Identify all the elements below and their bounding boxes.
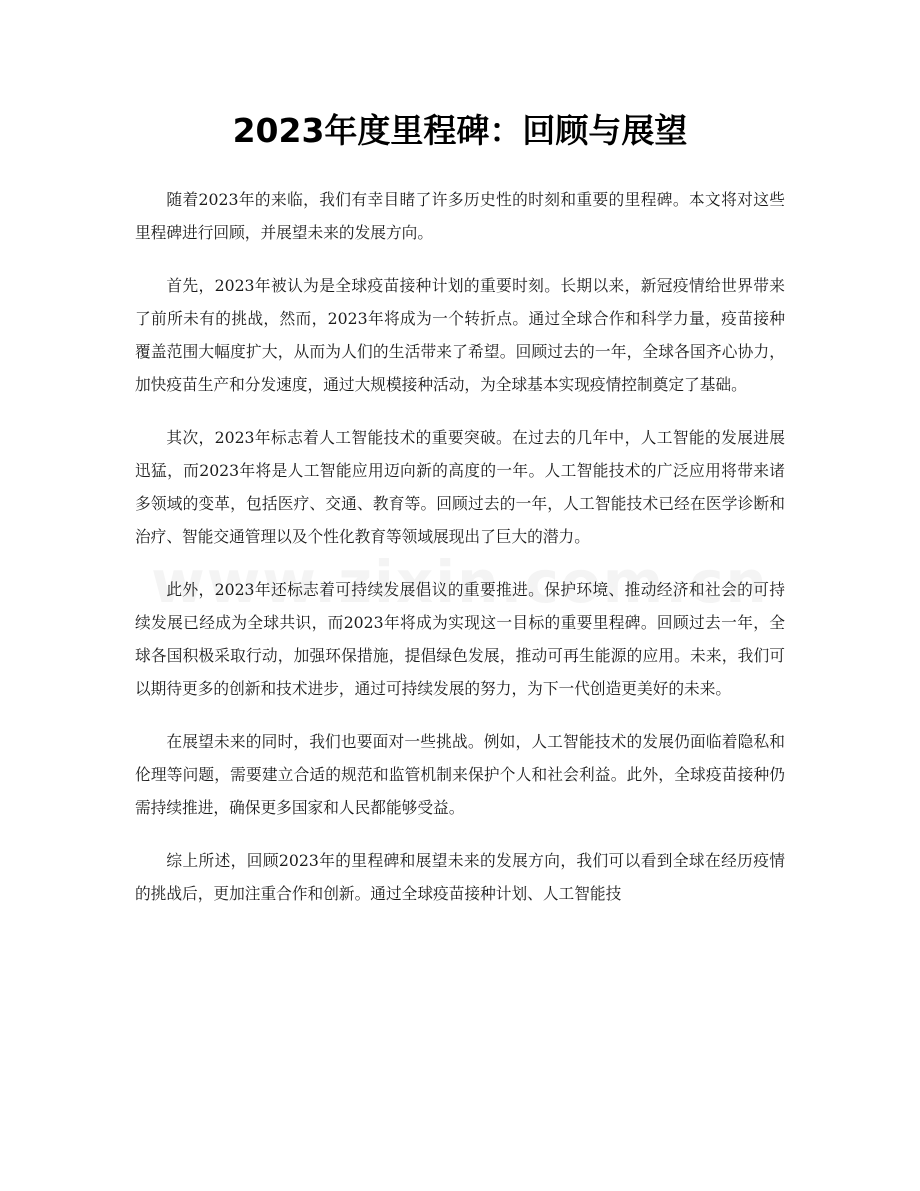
paragraph-intro: 随着2023年的来临，我们有幸目睹了许多历史性的时刻和重要的里程碑。本文将对这些里程碑进行回顾，并展望未来的发展方向。 bbox=[135, 190, 785, 242]
paragraph-ai: 其次，2023年标志着人工智能技术的重要突破。在过去的几年中，人工智能的发展进展迅猛，而2023年将是人工智能应用迈向新的高度的一年。人工智能技术的广泛应用将带来诸多领域的变革，包括医疗、交通、教育等。回顾过去的一年，人工智能技术已经在医学诊断和治疗、智能交通管理以及个性化教育等领域展现出了巨大的潜力。 bbox=[135, 428, 785, 546]
document-body bbox=[135, 183, 785, 930]
paragraph-challenges: 在展望未来的同时，我们也要面对一些挑战。例如，人工智能技术的发展仍面临着隐私和伦理等问题，需要建立合适的规范和监管机制来保护个人和社会利益。此外，全球疫苗接种仍需持续推进，确保更多国家和人民都能够受益。 bbox=[135, 732, 785, 817]
paragraph-summary: 综上所述，回顾2023年的里程碑和展望未来的发展方向，我们可以看到全球在经历疫情的挑战后，更加注重合作和创新。通过全球疫苗接种计划、人工智能技 bbox=[135, 851, 785, 903]
paragraph-sustainability: 此外，2023年还标志着可持续发展倡议的重要推进。保护环境、推动经济和社会的可持续发展已经成为全球共识，而2023年将成为实现这一目标的重要里程碑。回顾过去一年，全球各国积极采取行动，加强环保措施，提倡绿色发展，推动可再生能源的应用。未来，我们可以期待更多的创新和技术进步，通过可持续发展的努力，为下一代创造更美好的未来。 bbox=[135, 580, 785, 698]
paragraph-vaccine: 首先，2023年被认为是全球疫苗接种计划的重要时刻。长期以来，新冠疫情给世界带来了前所未有的挑战，然而，2023年将成为一个转折点。通过全球合作和科学力量，疫苗接种覆盖范围大幅度扩大，从而为人们的生活带来了希望。回顾过去的一年，全球各国齐心协力，加快疫苗生产和分发速度，通过大规模接种活动，为全球基本实现疫情控制奠定了基础。 bbox=[135, 276, 785, 394]
document-title: 2023年度里程碑：回顾与展望 bbox=[232, 111, 688, 150]
